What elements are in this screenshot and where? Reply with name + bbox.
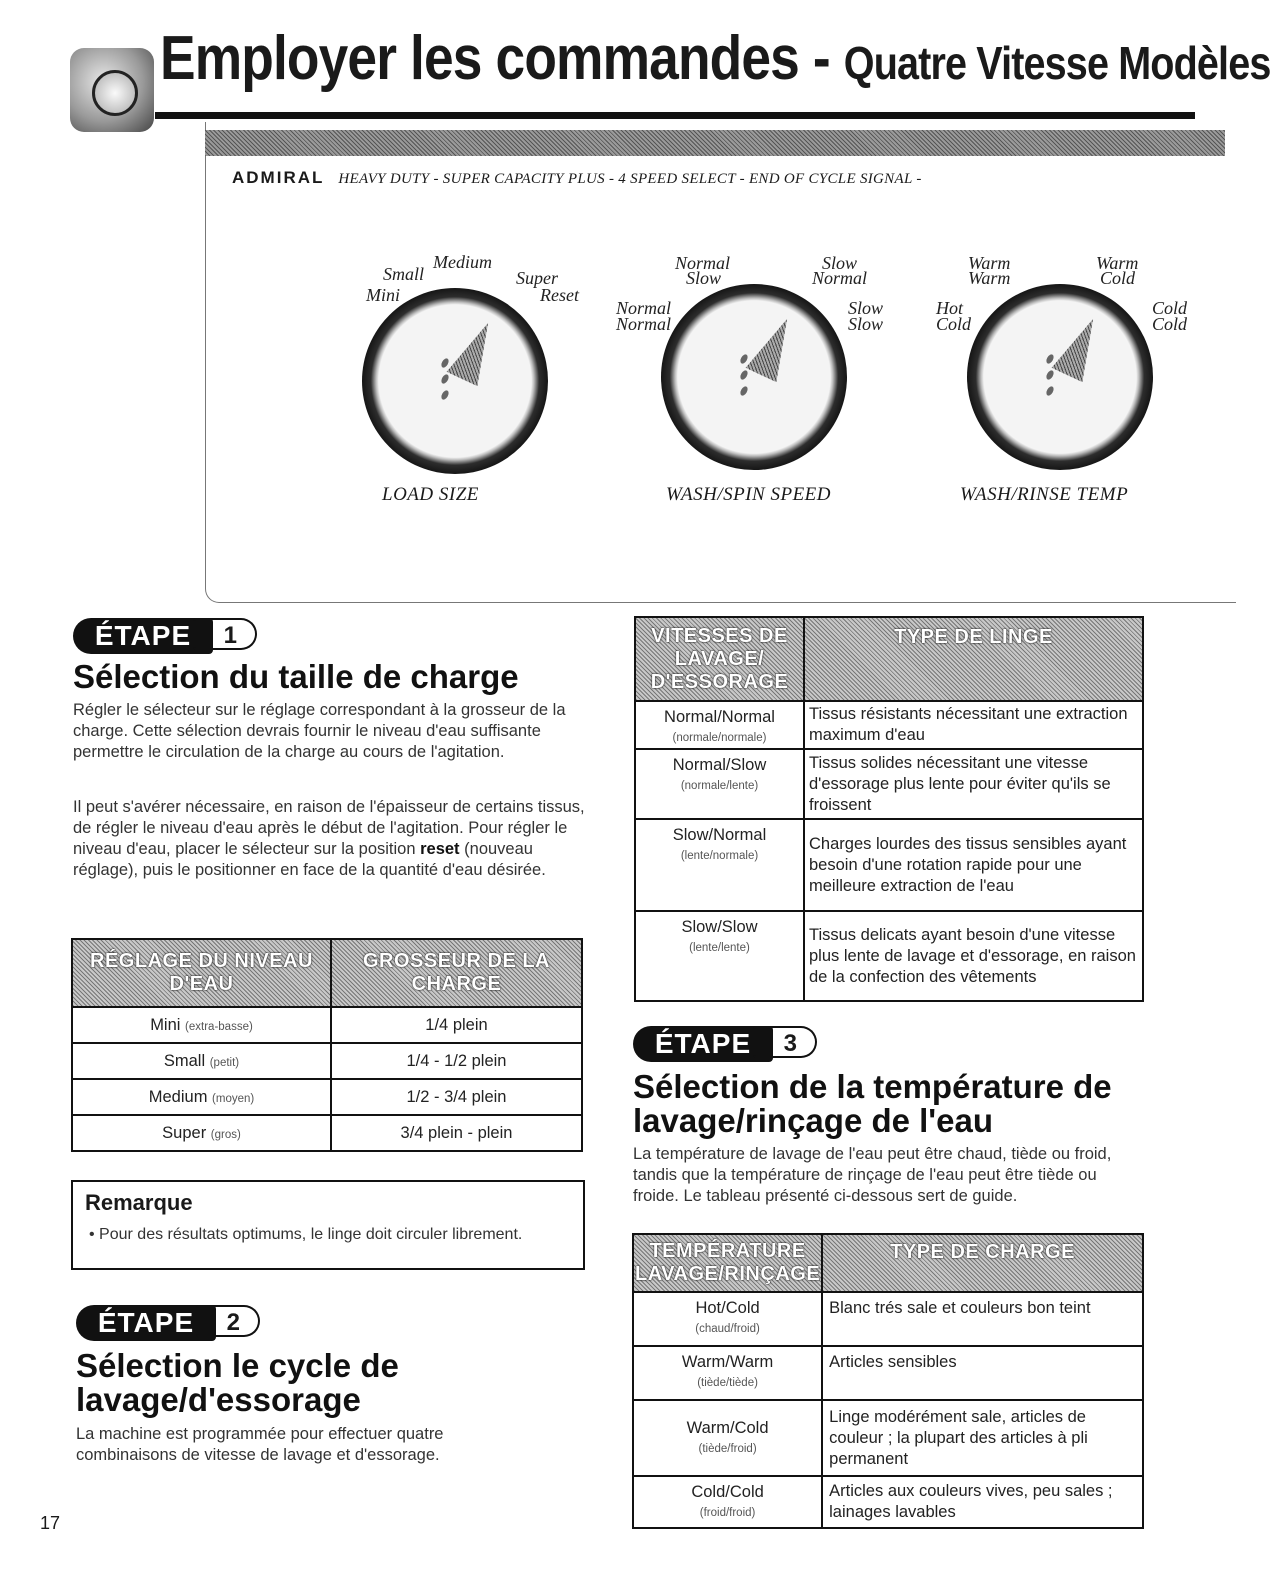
note-box <box>71 1180 585 1270</box>
table-row: Warm/Cold (tiède/froid) Linge modérément sale, articles de couleur ; la plupart des articles à pli permanent <box>633 1400 1143 1476</box>
dial-label: Super <box>516 268 558 288</box>
table-header: TYPE DE LINGE <box>804 617 1143 701</box>
dial-label: Slow <box>822 253 858 273</box>
wash-rinse-temp-dial[interactable] <box>967 284 1153 470</box>
table-row: Medium (moyen) 1/2 - 3/4 plein <box>72 1079 582 1115</box>
dial-label: Normal <box>812 268 868 288</box>
table-header: VITESSES DE LAVAGE/ D'ESSORAGE <box>635 617 804 701</box>
table-row: Cold/Cold (froid/froid) Articles aux couleurs vives, peu sales ; lainages lavables <box>633 1476 1143 1528</box>
dial-label: Hot <box>936 298 963 318</box>
header-rule <box>155 112 1195 119</box>
dial-label: Cold <box>1152 298 1188 318</box>
wash-spin-speed-table <box>634 616 1144 1002</box>
table-header: TEMPÉRATURE LAVAGE/RINÇAGE <box>633 1234 822 1292</box>
dial-label: Small <box>383 264 425 284</box>
step-1-title: Sélection du taille de charge <box>73 658 519 695</box>
step-1-para-2: Il peut s'avérer nécessaire, en raison de l'épaisseur de certains tissus, de régler le niveau d'eau après le début de l'agitation. Pour régler le niveau d'eau, placer le sélecteur sur la position reset (nouveau réglage), puis le positionner en face de la quantité d'eau désirée. <box>73 798 585 879</box>
table-row: Super (gros) 3/4 plein - plein <box>72 1115 582 1151</box>
dial-label: Slow <box>686 268 722 288</box>
dial-label: Warm <box>1096 253 1139 273</box>
brand-logo: ADMIRAL <box>232 168 325 187</box>
control-panel-strip <box>205 130 1225 156</box>
load-size-table <box>71 938 583 1152</box>
step-3-title: Sélection de la température de lavage/rinçage de l'eau <box>633 1068 1112 1139</box>
load-size-dial[interactable] <box>362 285 548 474</box>
step-1-para-1: Régler le sélecteur sur le réglage correspondant à la grosseur de la charge. Cette sélection devrais fournir le niveau d'eau suffisante permettre le circulation de la charge au cours de l'agitation. <box>73 701 566 761</box>
dial-label: Normal <box>675 253 731 273</box>
washer-dial-icon <box>70 48 154 132</box>
wash-spin-speed-label: WASH/SPIN SPEED <box>666 484 832 505</box>
wash-rinse-temp-table <box>632 1233 1144 1529</box>
dial-label: Cold <box>1100 268 1136 288</box>
page-number: 17 <box>40 1513 61 1533</box>
wash-rinse-temp-label: WASH/RINSE TEMP <box>960 484 1129 505</box>
dial-label: Normal <box>616 314 672 334</box>
table-header: TYPE DE CHARGE <box>822 1234 1143 1292</box>
page-title: Employer les commandes - Quatre Vitesse Modèles <box>160 24 1270 93</box>
dial-label: Warm <box>968 268 1011 288</box>
wash-spin-speed-dial[interactable] <box>661 284 847 470</box>
dial-label: Medium <box>433 252 492 272</box>
table-row: Normal/Slow (normale/lente) Tissus solides nécessitant une vitesse d'essorage plus lente pour éviter qu'ils se froissent <box>635 749 1143 819</box>
table-header: GROSSEUR DE LA CHARGE <box>331 939 582 1007</box>
dial-label: Reset <box>540 285 579 305</box>
step-3-para: La température de lavage de l'eau peut être chaud, tiède ou froid, tandis que la température de rinçage de l'eau peut être tiède ou froide. Le tableau présenté ci-dessous sert de guide. <box>633 1145 1112 1205</box>
note-title: Remarque <box>85 1190 193 1215</box>
note-text: • Pour des résultats optimums, le linge doit circuler librement. <box>89 1226 523 1243</box>
table-row: Normal/Normal (normale/normale) Tissus résistants nécessitant une extraction maximum d'eau <box>635 701 1143 749</box>
load-size-label: LOAD SIZE <box>382 484 479 505</box>
table-row: Slow/Slow (lente/lente) Tissus delicats ayant besoin d'une vitesse plus lente de lavage et d'essorage, en raison de la confection des vêtements <box>635 911 1143 1001</box>
dial-label: Slow <box>848 314 884 334</box>
table-row: Slow/Normal (lente/normale) Charges lourdes des tissus sensibles ayant besoin d'une rotation rapide pour une meilleure extraction de l'eau <box>635 819 1143 911</box>
dial-label: Cold <box>1152 314 1188 334</box>
panel-tagline: ADMIRAL HEAVY DUTY - SUPER CAPACITY PLUS - 4 SPEED SELECT - END OF CYCLE SIGNAL - <box>232 168 922 187</box>
table-row: Small (petit) 1/4 - 1/2 plein <box>72 1043 582 1079</box>
step-2-title: Sélection le cycle de lavage/d'essorage <box>76 1347 399 1418</box>
dial-label: Normal <box>616 298 672 318</box>
step-2-para: La machine est programmée pour effectuer quatre combinaisons de vitesse de lavage et d'essorage. <box>76 1425 444 1464</box>
table-header: RÉGLAGE DU NIVEAU D'EAU <box>72 939 331 1007</box>
page-subtitle: Quatre Vitesse Modèles <box>843 37 1270 89</box>
dial-label: Slow <box>848 298 884 318</box>
table-row: Mini (extra-basse) 1/4 plein <box>72 1007 582 1043</box>
table-row: Warm/Warm (tiède/tiède) Articles sensibles <box>633 1346 1143 1400</box>
dial-label: Cold <box>936 314 972 334</box>
dial-label: Warm <box>968 253 1011 273</box>
table-row: Hot/Cold (chaud/froid) Blanc trés sale et couleurs bon teint <box>633 1292 1143 1346</box>
dial-label: Mini <box>366 285 400 305</box>
